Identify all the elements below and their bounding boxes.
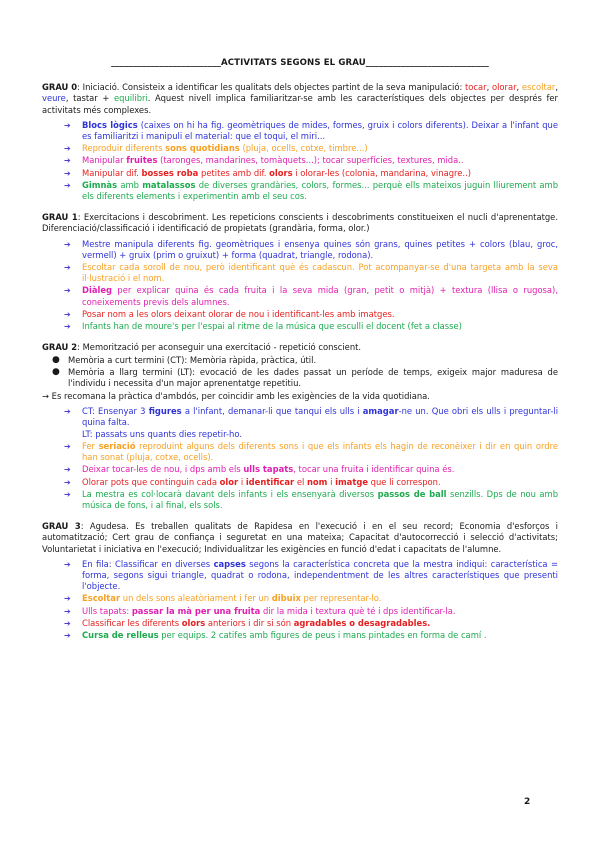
activity-list: [42, 239, 558, 333]
list-item: ➔ Reproduir diferents sons quotidians (pluja, ocells, cotxe, timbre...): [64, 143, 368, 154]
section-intro: GRAU 0: Iniciació. Consisteix a identificar les qualitats dels objectes partint de la seva manipulació: tocar, olorar, escoltar, veure, tastar + equilibri. Aquest nivell implica familiaritzar-se amb les característiques dels objectes per després fer activitats més complexes.: [42, 82, 559, 115]
bullet-dot-icon: ●: [52, 355, 60, 366]
list-item: ➔ Fer seriació reproduint alguns dels diferents sons i que els infants els hagin de reconèixer i dir en quin ordre han sonat (pluja, cotxe, ocells).: [64, 440, 558, 463]
arrow-icon: ➔: [64, 477, 71, 487]
arrow-icon: ➔: [64, 559, 71, 569]
list-item: ➔ Gimnàs amb matalassos de diverses grandàries, colors, formes... perquè ells mateixos juguin lliurement amb els diferents elements i experimentin amb el seu cos.: [64, 179, 559, 202]
section-intro: GRAU 3: Agudesa. Es treballen qualitats de Rapidesa en l'execució i en el seu record; Economia d'esforços i automatització; Cert grau de confiança i seguretat en una mateixa; Capacitat d'autocorrecció i selecció d'activitats; Voluntarietat i iniciativa en l'execució; Individualitzar les exigències en funció d'edat i capacitats de l'alumne.: [42, 521, 558, 554]
list-item: ➔ Olorar pots que continguin cada olor i identificar el nom i imatge que li correspon.: [64, 476, 441, 487]
list-item: ➔ Ulls tapats: passar la mà per una fruita dir la mida i textura què té i dps identificar-la.: [64, 605, 456, 616]
list-item: ➔ En fila: Classificar en diverses capses segons la característica concreta que la mestra indiqui: característica = forma, segons sigui triangle, quadrat o rodona, independentment de les altres característiques que presenti l'objecte.: [64, 558, 558, 592]
list-item: ➔ Posar nom a les olors deixant olorar de nou i identificant-les amb imatges.: [64, 308, 395, 319]
page-number: 2: [524, 797, 531, 807]
section-grau-1: [42, 212, 558, 332]
arrow-icon: ➔: [64, 239, 71, 249]
list-item: ➔ Manipular dif. bosses roba petites amb dif. olors i olorar-les (colonia, mandarina, vinagre..): [64, 167, 472, 178]
document-page: [42, 58, 558, 651]
memory-list: [42, 355, 558, 389]
arrow-icon: ➔: [64, 263, 71, 273]
arrow-icon: ➔: [64, 407, 71, 417]
arrow-icon: ➔: [64, 144, 71, 154]
list-item: ➔ CT: Ensenyar 3 figures a l'infant, demanar-li que tanqui els ulls i amagar-ne un. Que obri els ulls i preguntar-li quina falta. LT: passats uns quants dies repetir-ho.: [64, 406, 559, 439]
arrow-icon: ➔: [64, 618, 71, 628]
arrow-icon: ➔: [64, 489, 71, 499]
arrow-icon: ➔: [64, 594, 71, 604]
section-grau-3: [42, 521, 558, 641]
list-item: ➔ Infants han de moure's per l'espai al ritme de la música que esculli el docent (fet a classe): [64, 321, 462, 332]
list-item: ➔ Cursa de relleus per equips. 2 catifes amb figures de peus i mans pintades en forma de camí .: [64, 629, 487, 640]
list-item: ➔ Blocs lògics (caixes on hi ha fig. geomètriques de mides, formes, gruix i colors diferents). Deixar a l'infant que es familiaritzi i manipuli el material: que el toqui, el miri...: [64, 119, 558, 142]
activity-list: [42, 559, 558, 641]
recommendation-note: → Es recomana la pràctica d'ambdós, per coincidir amb les exigències de la vida quotidiana.: [42, 391, 430, 402]
section-label: GRAU 3: [42, 521, 81, 532]
list-item: ➔ Manipular fruites (taronges, mandarines, tomàquets...); tocar superfícies, textures, mida..: [64, 155, 464, 166]
activity-list: [42, 120, 558, 202]
section-grau-2: [42, 342, 558, 511]
list-item: ● Memòria a curt termini (CT): Memòria ràpida, pràctica, útil.: [52, 355, 317, 366]
arrow-icon: ➔: [64, 120, 71, 130]
section-grau-0: [42, 82, 558, 202]
arrow-icon: ➔: [64, 441, 71, 451]
list-item: ➔ Diàleg per explicar quina és cada fruita i la seva mida (gran, petit o mitjà) + textura (llisa o rugosa), coneixements previs dels alumnes.: [64, 285, 558, 307]
section-intro: GRAU 2: Memorització per aconseguir una exercitació - repetició conscient.: [42, 342, 362, 353]
bullet-dot-icon: ●: [52, 366, 60, 377]
list-item: ➔ Deixar tocar-les de nou, i dps amb els ulls tapats, tocar una fruita i identificar quina és.: [64, 464, 455, 475]
list-item: ● Memòria a llarg termini (LT): evocació de les dades passat un període de temps, exigeix major maduresa de l'individu i necessita d'un major aprenentatge repetitiu.: [52, 366, 558, 388]
section-intro: GRAU 1: Exercitacions i descobriment. Les repeticions conscients i descobriments constitueixen el nucli d'aprenentatge. Diferenciació/classificació i identificació de propietats (grandària, forma, olor.): [42, 212, 558, 234]
arrow-icon: ➔: [64, 156, 71, 166]
list-item: ➔ Classificar les diferents olors anteriors i dir si són agradables o desagradables.: [64, 617, 431, 628]
activity-list: [42, 406, 558, 511]
arrow-icon: ➔: [64, 606, 71, 616]
arrow-icon: ➔: [64, 322, 71, 332]
section-label: GRAU 2: [42, 342, 78, 353]
list-item: ➔ Escoltar un dels sons aleatòriament i fer un dibuix per representar-lo.: [64, 593, 382, 604]
arrow-icon: ➔: [64, 309, 71, 319]
arrow-icon: ➔: [64, 168, 71, 178]
arrow-icon: ➔: [64, 630, 71, 640]
arrow-icon: ➔: [64, 465, 71, 475]
section-label: GRAU 0: [42, 82, 78, 93]
list-item: ➔ La mestra es col·locarà davant dels infants i els ensenyarà diversos passos de ball senzills. Dps de nou amb música de fons, i al final, els sols.: [64, 488, 559, 510]
section-label: GRAU 1: [42, 212, 78, 223]
arrow-icon: ➔: [64, 286, 71, 296]
list-item: ➔ Escoltar cada soroll de nou, però identificant què és cadascun. Pot acompanyar-se d'una targeta amb la seva il·lustració i el nom.: [64, 262, 558, 284]
document-title: _________________________ACTIVITATS SEGONS EL GRAU____________________________: [111, 58, 489, 68]
list-item: ➔ Mestre manipula diferents fig. geomètriques i ensenya quines són grans, quines petites + colors (blau, groc, vermell) + gruix (prim o gruixut) + forma (quadrat, triangle, rodona).: [64, 238, 558, 260]
arrow-icon: ➔: [64, 180, 71, 190]
